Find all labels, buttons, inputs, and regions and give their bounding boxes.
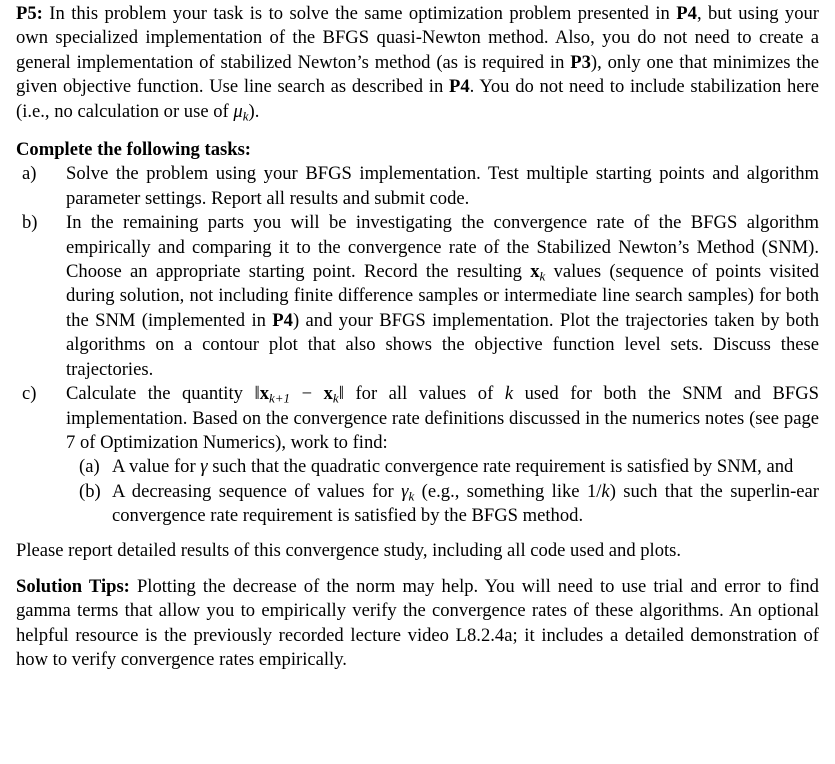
closing-paragraph: Please report detailed results of this convergence study, including all code used and plots. xyxy=(16,539,682,561)
norm-expression: $‖x_{k+1}$ − $x_k‖$ xyxy=(254,383,344,406)
task-a xyxy=(16,162,819,211)
task-c-sub-b: (b) A decreasing sequence of values for $\gamma_k$ (e.g., something like 1/k) such that the superlin-ear convergence rate requirement is satisfied by the BFGS method. xyxy=(79,480,819,527)
task-c-sub-a-label: (a) xyxy=(79,456,100,478)
mu-symbol: μ xyxy=(233,100,243,122)
task-b-label: b) xyxy=(22,212,38,234)
task-c: c) Calculate the quantity $‖x_{k+1}$ − $x_k‖$ for all values of k used for both the SNM and BFGS implementation. Based on the convergence rate definitions discussed in the numerics notes (see page 7 of Optimization Numerics), work to find: (a) A value for γ such that the quadratic convergence rate requirement is satisfied by SNM, and (b) A decreasing sequence of values for $\gamma_k$ (e.g., something like 1/k) such that the superlin-ear convergence rate requirement is satisfied by the BFGS method. xyxy=(16,382,819,528)
task-b: b) In the remaining parts you will be investigating the convergence rate of the BFGS algorithm empirically and comparing it to the convergence rate of the Stabilized Newton’s Method (SNM). Choose an appropriate starting point. Record the resulting $x_k$ values (sequence of points visited during solution, not including finite difference samples or intermediate line search samples) for both the SNM (implemented in P4) and your BFGS implementation. Plot the trajectories taken by both algorithms on a contour plot that also shows the objective function level sets. Discuss these trajectories. xyxy=(22,212,819,380)
task-list xyxy=(16,162,819,528)
solution-tips: Solution Tips: Plotting the decrease of the norm may help. You will need to use trial and error to find gamma terms that allow you to empirically verify the convergence rates of these algorithms. An optional helpful resource is the previously recorded lecture video L8.2.4a; it includes a detailed demonstration of how to verify convergence rates empirically. xyxy=(16,575,819,671)
problem-label: P5: xyxy=(16,3,43,24)
tasks-heading: Complete the following tasks: xyxy=(16,139,251,161)
task-c-label: c) xyxy=(22,383,37,405)
problem-intro: P5: In this problem your task is to solve the same optimization problem presented in P4, but using your own specialized implementation of the BFGS quasi-Newton method. Also, you do not need to create a general implementation of stabilized Newton’s method (as is required in P3), only one that minimizes the given objective function. Use line search as described in P4. You do not need to include stabilization here (i.e., no calculation or use of $\mu_k$). xyxy=(16,3,820,124)
task-a-text: Solve the problem using your BFGS implementation. Test multiple starting points and algorithm parameter settings. Report all results and submit code. xyxy=(66,163,819,209)
tips-label: Solution Tips: xyxy=(16,575,130,597)
task-c-sub-a: (a) A value for γ such that the quadratic convergence rate requirement is satisfied by SNM, and xyxy=(66,455,819,479)
task-c-sub-b-label: (b) xyxy=(79,480,101,502)
task-c-sublist xyxy=(66,455,819,528)
task-a-label: a) xyxy=(22,163,37,185)
